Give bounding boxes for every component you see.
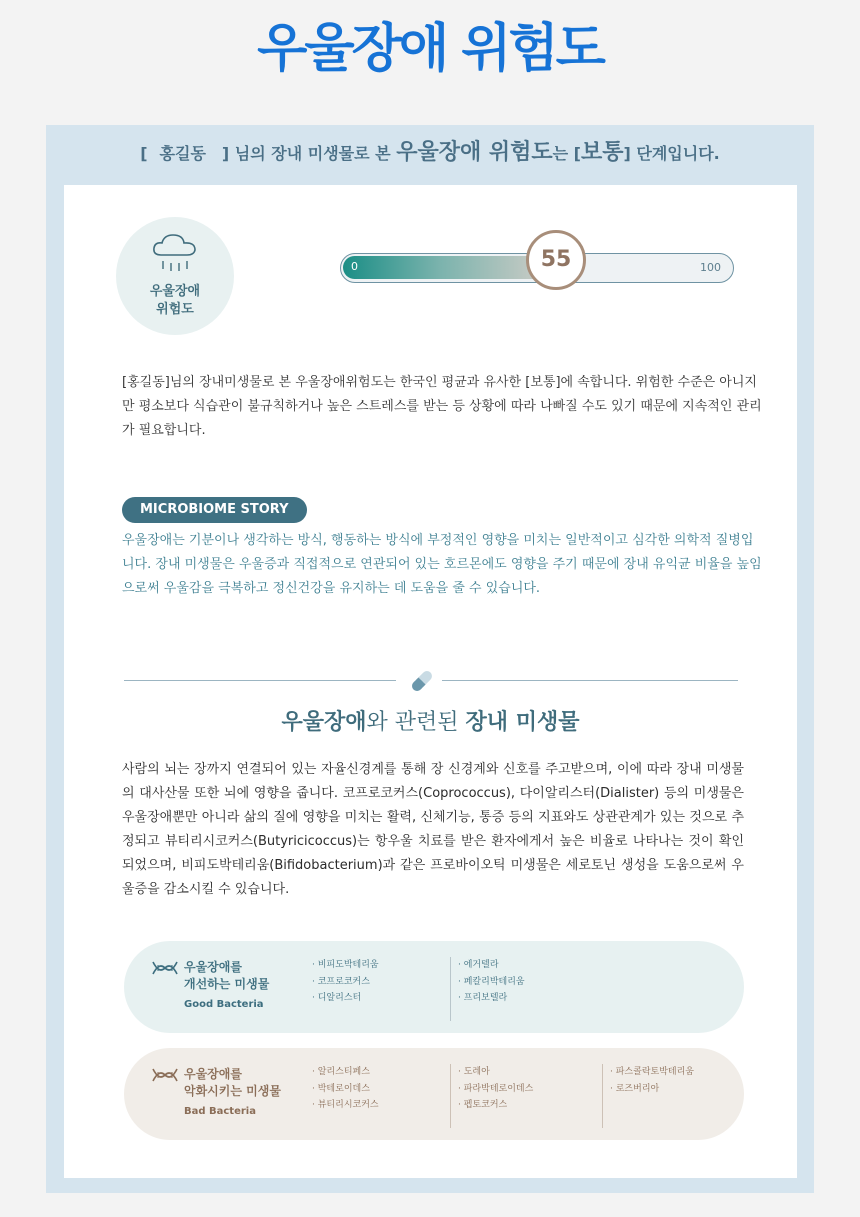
bad-bacteria-panel xyxy=(124,1048,744,1140)
list-item: · 디알리스터 xyxy=(312,990,379,1007)
banner-highlight: 우울장애 위험도 xyxy=(396,140,553,165)
good-bacteria-subtitle: Good Bacteria xyxy=(184,999,264,1010)
list-item: · 프리보텔라 xyxy=(458,990,525,1007)
list-item: · 박테로이데스 xyxy=(312,1081,379,1098)
bad-bacteria-list-1 xyxy=(312,1064,379,1114)
list-item: · 비피도박테리움 xyxy=(312,957,379,974)
list-item: · 도레아 xyxy=(458,1064,533,1081)
gauge-max: 100 xyxy=(700,261,721,274)
risk-description: [홍길동]님의 장내미생물로 본 우울장애위험도는 한국인 평균과 유사한 [보통]에 속합니다. 위험한 수준은 아니지만 평소보다 식습관이 불규칙하거나 높은 스트레스를 받는 등 상황에 따라 나빠질 수도 있기 때문에 지속적인 관리가 필요합니다. xyxy=(122,375,762,438)
section-title-bold1: 우울장애 xyxy=(281,710,367,735)
good-bacteria-list-2 xyxy=(458,957,525,1007)
risk-banner xyxy=(46,125,814,185)
capsule-icon xyxy=(408,667,436,695)
banner-name: 홍길동 xyxy=(159,144,206,163)
section-title-mid: 와 관련된 xyxy=(366,710,466,735)
bad-bacteria-list-3 xyxy=(610,1064,694,1097)
list-item: · 로즈버리아 xyxy=(610,1081,694,1098)
section-title xyxy=(64,707,797,739)
dna-icon xyxy=(152,961,178,975)
divider-right xyxy=(442,680,738,681)
column-divider xyxy=(450,1064,451,1128)
risk-gauge xyxy=(340,247,734,283)
banner-open-bracket: [ xyxy=(140,144,148,163)
list-item: · 파스콜락토박테리움 xyxy=(610,1064,694,1081)
report-card xyxy=(64,185,797,1178)
risk-label-line1: 우울장애 xyxy=(149,284,201,299)
list-item: · 페칼리박테리움 xyxy=(458,974,525,991)
gauge-min: 0 xyxy=(351,260,358,273)
column-divider xyxy=(602,1064,603,1128)
banner-suffix1: 는 [ xyxy=(552,144,581,163)
banner-suffix2: ] 단계입니다. xyxy=(623,144,720,163)
divider-left xyxy=(124,680,396,681)
section-body: 사람의 뇌는 장까지 연결되어 있는 자율신경계를 통해 장 신경계와 신호를 주고받으며, 이에 따라 장내 미생물의 대사산물 또한 뇌에 영향을 줍니다. 코프로코커스(Coprococcus), 다이알리스터(Dialister) 등의 미생물은 우울장애뿐만 아니라 삶의 질에 영향을 미치는 활력, 신체기능, 통증 등의 지표와도 상관관계가 있는 것으로 추정되고 뷰티리시코커스(Butyricicoccus)는 항우울 치료를 받은 환자에게서 높은 비율로 나타나는 것이 확인되었으며, 비피도박테리움(Bifidobacterium)과 같은 프로바이오틱 미생물은 세로토닌 생성을 도움으로써 우울증을 감소시킬 수 있습니다. xyxy=(122,762,744,897)
risk-label-line2: 위험도 xyxy=(156,302,194,317)
good-title-line2: 개선하는 미생물 xyxy=(184,977,270,991)
list-item: · 알리스티페스 xyxy=(312,1064,379,1081)
list-item: · 뷰티리시코커스 xyxy=(312,1097,379,1114)
microbiome-story-badge: MICROBIOME STORY xyxy=(122,497,307,523)
microbiome-story-text: 우울장애는 기분이나 생각하는 방식, 행동하는 방식에 부정적인 영향을 미치는 일반적이고 심각한 의학적 질병입니다. 장내 미생물은 우울증과 직접적으로 연관되어 있는 호르몬에도 영향을 주기 때문에 장내 유익균 비율을 높임으로써 우울감을 극복하고 정신건강을 유지하는 데 도움을 줄 수 있습니다. xyxy=(122,533,762,596)
good-title-line1: 우울장애를 xyxy=(184,960,242,974)
list-item: · 펩토코커스 xyxy=(458,1097,533,1114)
list-item: · 파라박테로이데스 xyxy=(458,1081,533,1098)
gauge-score: 55 xyxy=(526,230,586,290)
page-title: 우울장애 위험도 xyxy=(257,19,603,79)
list-item: · 에거텔라 xyxy=(458,957,525,974)
good-bacteria-title xyxy=(184,959,269,993)
cloud-rain-icon xyxy=(151,233,199,275)
section-title-bold2: 장내 미생물 xyxy=(465,710,580,735)
list-item: · 코프로코커스 xyxy=(312,974,379,991)
dna-icon xyxy=(152,1068,178,1082)
banner-text: ] 님의 장내 미생물로 본 xyxy=(221,144,391,163)
bad-bacteria-subtitle: Bad Bacteria xyxy=(184,1106,256,1117)
bad-bacteria-list-2 xyxy=(458,1064,533,1114)
report-frame xyxy=(46,125,814,1193)
banner-level: 보통 xyxy=(580,140,624,165)
risk-badge xyxy=(116,217,234,335)
good-bacteria-panel xyxy=(124,941,744,1033)
good-bacteria-list-1 xyxy=(312,957,379,1007)
column-divider xyxy=(450,957,451,1021)
bad-title-line1: 우울장애를 xyxy=(184,1067,242,1081)
bad-title-line2: 악화시키는 미생물 xyxy=(184,1084,281,1098)
bad-bacteria-title xyxy=(184,1066,281,1100)
